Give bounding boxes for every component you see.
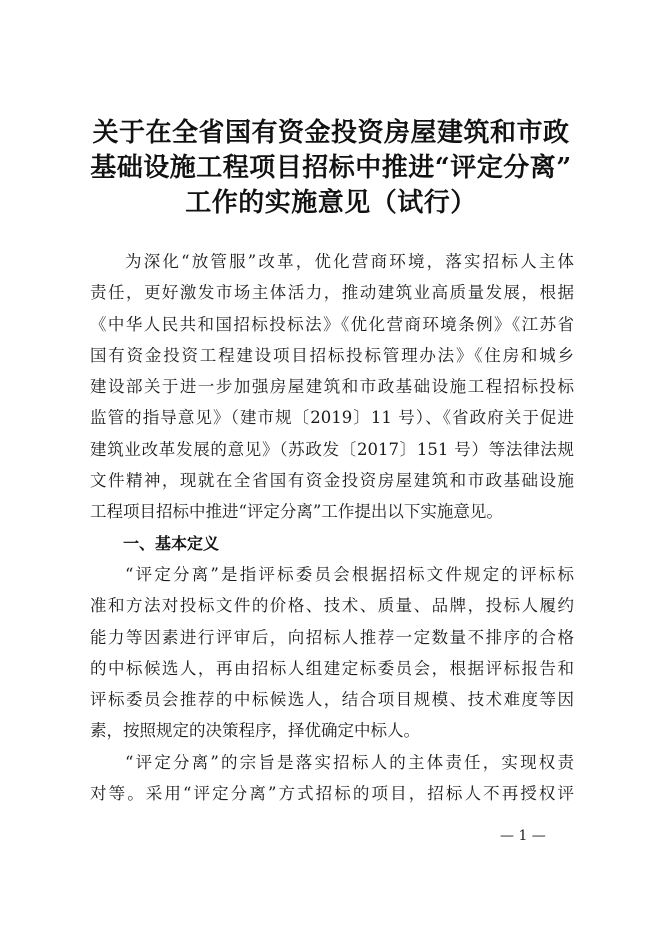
text-line: 建筑业改革发展的意见》（苏政发〔2017〕151 号）等法律法规 — [90, 439, 574, 459]
text-line: 监管的指导意见》（建市规〔2019〕11 号）、《省政府关于促进 — [90, 408, 574, 428]
paragraph-purpose — [90, 747, 574, 810]
text-line: 对等。采用“评定分离”方式招标的项目，招标人不再授权评 — [90, 784, 574, 804]
section-heading: 一、基本定义 — [123, 533, 220, 553]
text-line: “评定分离”是指评标委员会根据招标文件规定的评标标 — [125, 564, 574, 584]
document-body — [90, 246, 574, 809]
text-line: 素，按照规定的决策程序，择优确定中标人。 — [90, 721, 420, 741]
text-line: 能力等因素进行评审后，向招标人推荐一定数量不排序的合格 — [90, 627, 574, 647]
text-line: 工程项目招标中推进“评定分离”工作提出以下实施意见。 — [90, 502, 503, 522]
text-line: 为深化“放管服”改革，优化营商环境，落实招标人主体 — [125, 252, 574, 271]
text-line: 评标委员会推荐的中标候选人，结合项目规模、技术难度等因 — [90, 690, 574, 710]
page-number: — 1 — — [500, 828, 546, 844]
text-line: 建设部关于进一步加强房屋建筑和市政基础设施工程招标投标 — [90, 377, 574, 397]
text-line: 的中标候选人，再由招标人组建定标委员会，根据评标报告和 — [90, 658, 574, 678]
text-line: 《中华人民共和国招标投标法》《优化营商环境条例》《江苏省 — [90, 314, 574, 334]
paragraph-definition — [90, 559, 574, 747]
title-line: 关于在全省国有资金投资房屋建筑和市政 — [92, 118, 570, 148]
title-line: 基础设施工程项目招标中推进“评定分离” — [90, 153, 572, 183]
text-line: 准和方法对投标文件的价格、技术、质量、品牌，投标人履约 — [90, 596, 574, 616]
text-line: 文件精神，现就在全省国有资金投资房屋建筑和市政基础设施 — [90, 471, 574, 491]
text-line: 责任，更好激发市场主体活力，推动建筑业高质量发展，根据 — [90, 283, 574, 303]
text-line: “评定分离”的宗旨是落实招标人的主体责任，实现权责 — [125, 752, 574, 772]
title-line: 工作的实施意见（试行） — [185, 188, 477, 218]
paragraph-preamble — [90, 246, 574, 528]
document-title — [0, 116, 662, 221]
text-line: 国有资金投资工程建设项目招标投标管理办法》《住房和城乡 — [90, 345, 574, 365]
